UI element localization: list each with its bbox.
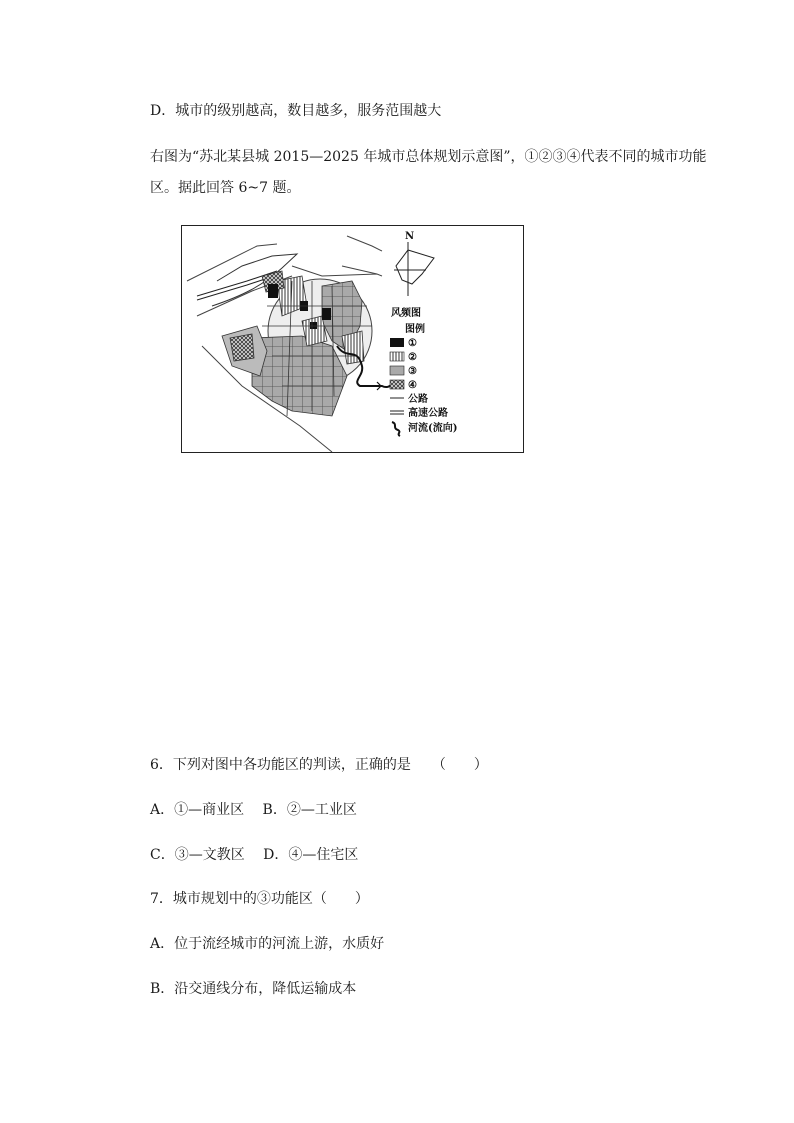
legend-label-2: ②	[408, 352, 417, 363]
question-6-options-cd: C．③—文教区 D．④—住宅区	[150, 847, 359, 863]
question-7-option-b: B．沿交通线分布，降低运输成本	[150, 981, 357, 997]
map-figure	[182, 226, 523, 452]
legend-label-1: ①	[408, 338, 417, 349]
question-7: 7．城市规划中的③功能区（ ）	[150, 891, 369, 907]
legend-swatch-solid	[390, 338, 404, 347]
wind-rose-label: 风频图	[391, 308, 421, 319]
option-d-text: D．城市的级别越高，数目越多，服务范围越大	[150, 103, 442, 119]
intro-line-2: 区。据此回答 6~7 题。	[150, 180, 301, 196]
legend-label-highway: 高速公路	[408, 408, 448, 419]
city-map-area	[187, 236, 402, 452]
wind-rose	[391, 231, 434, 319]
intro-line-1: 右图为“苏北某县城 2015—2025 年城市总体规划示意图”，①②③④代表不同的城市功能	[150, 149, 707, 165]
legend-swatch-gray	[390, 366, 404, 375]
question-7-option-a: A．位于流经城市的河流上游，水质好	[150, 936, 385, 952]
question-6: 6．下列对图中各功能区的判读，正确的是 （ ）	[150, 757, 488, 773]
legend-swatch-river	[392, 422, 400, 436]
north-label: N	[405, 231, 415, 242]
legend-label-4: ④	[408, 380, 417, 391]
legend-swatch-xhatch	[390, 380, 404, 389]
legend-label-river: 河流(流向)	[408, 423, 458, 434]
legend-title: 图例	[405, 324, 425, 335]
legend	[390, 322, 457, 436]
legend-label-3: ③	[408, 366, 417, 377]
question-6-options-ab: A．①—商业区 B．②—工业区	[150, 802, 357, 818]
city-plan-map	[181, 225, 524, 453]
legend-label-road: 公路	[408, 394, 428, 405]
legend-swatch-vhatch	[390, 352, 404, 361]
